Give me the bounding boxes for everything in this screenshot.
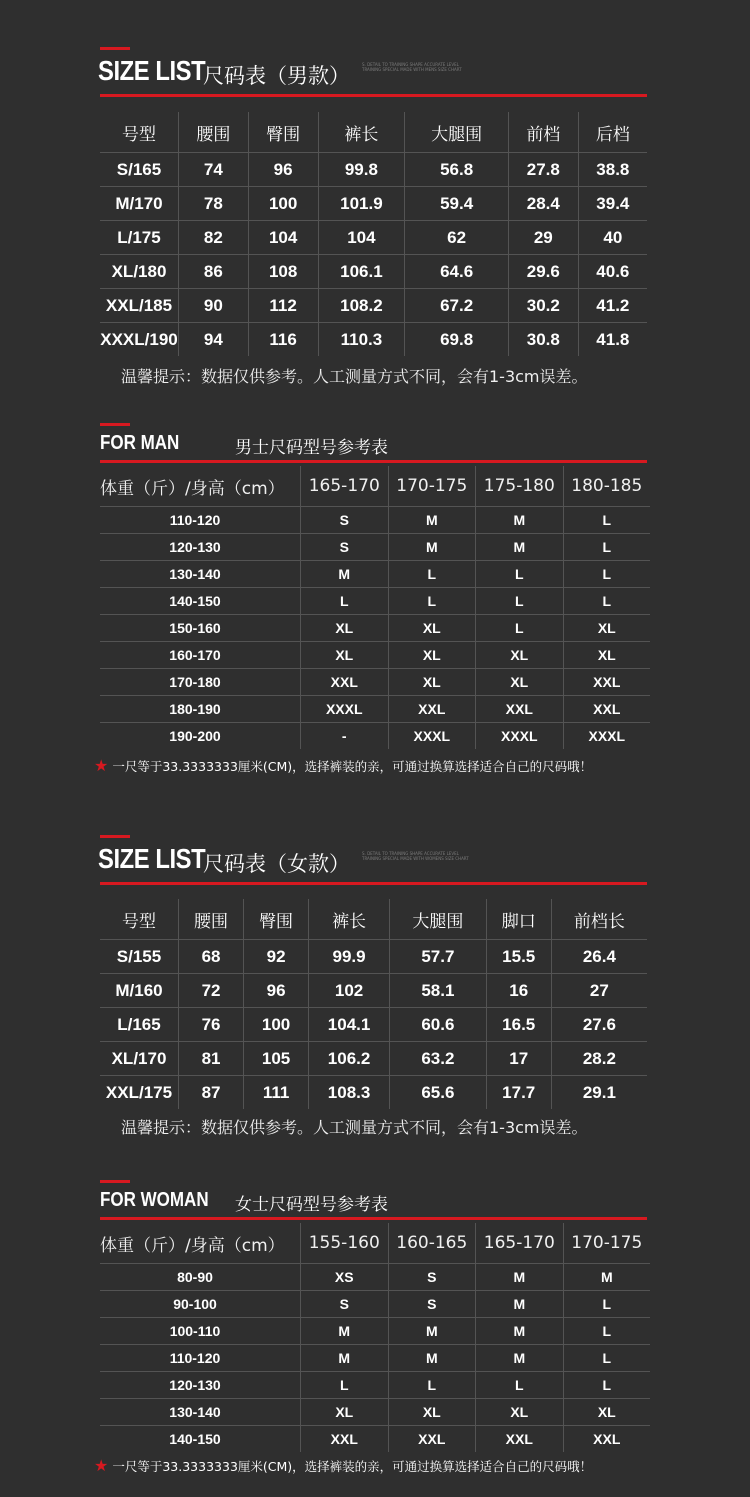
table-cell: L — [476, 588, 564, 615]
table-cell: 100 — [244, 1008, 309, 1042]
table-cell: 106.2 — [309, 1042, 390, 1076]
table-cell: - — [301, 723, 389, 750]
table-cell: 101.9 — [318, 187, 405, 221]
table-cell: XL — [301, 615, 389, 642]
table-cell: M — [476, 1345, 564, 1372]
table-cell: 96 — [244, 974, 309, 1008]
table-cell: XXXL — [388, 723, 476, 750]
table-cell: XL — [301, 1399, 389, 1426]
table-row — [100, 588, 650, 615]
header-cell: 裤长 — [309, 899, 390, 940]
row-label-cell: 170-180 — [100, 669, 301, 696]
header-cell: 号型 — [122, 124, 156, 145]
row-label-cell: 120-130 — [100, 534, 301, 561]
men-ref-note — [94, 756, 592, 775]
row-label-cell: 150-160 — [100, 615, 301, 642]
table-cell: 76 — [179, 1008, 244, 1042]
header-cell: 大腿围 — [390, 899, 487, 940]
men-size-table — [100, 112, 647, 356]
table-cell: 67.2 — [405, 289, 509, 323]
table-cell: 112 — [248, 289, 318, 323]
header-cell: 170-175 — [388, 466, 476, 507]
table-row — [100, 1264, 650, 1291]
table-cell: L — [476, 1372, 564, 1399]
table-cell: M — [388, 1318, 476, 1345]
header-cell: 号型 — [122, 911, 156, 932]
header-cell: 前档 — [508, 112, 578, 153]
men-size-title-en: SIZE LIST — [98, 55, 206, 86]
header-cell: 165-170 — [476, 1223, 564, 1264]
row-label-cell: XL/170 — [100, 1042, 179, 1076]
row-label-cell: M/170 — [100, 187, 179, 221]
table-cell: L — [301, 1372, 389, 1399]
table-cell: XL — [388, 669, 476, 696]
table-cell: 68 — [179, 940, 244, 974]
table-cell: M — [476, 1291, 564, 1318]
table-row — [100, 723, 650, 750]
table-cell: XL — [476, 1399, 564, 1426]
table-row — [100, 1008, 647, 1042]
table-row — [100, 323, 647, 357]
table-cell: XXXL — [476, 723, 564, 750]
table-row — [100, 1399, 650, 1426]
table-cell: XL — [476, 669, 564, 696]
table-cell: XXXL — [563, 723, 650, 750]
table-cell: 41.8 — [578, 323, 647, 357]
table-cell: M — [476, 1318, 564, 1345]
table-cell: 59.4 — [405, 187, 509, 221]
table-cell: 74 — [179, 153, 249, 187]
table-cell: 108.3 — [309, 1076, 390, 1110]
row-label-cell: XXL/185 — [100, 289, 179, 323]
table-cell: L — [388, 588, 476, 615]
table-cell: M — [476, 534, 564, 561]
table-row — [100, 561, 650, 588]
women-ref-note — [94, 1456, 592, 1475]
conversion-note: 一尺等于33.3333333厘米(CM)，选择裤装的亲，可通过换算选择适合自己的尺码哦！ — [112, 1459, 593, 1474]
fine-print: S. DETAIL TO TRAINING SHAPE ACCURATE LEVEL TRAINING SPECIAL MADE WITH WOMENS SIZE CHART — [362, 851, 469, 861]
table-row — [100, 615, 650, 642]
table-cell: 90 — [179, 289, 249, 323]
women-size-title-en: SIZE LIST — [98, 843, 206, 874]
table-cell: 82 — [179, 221, 249, 255]
header-cell: 臀围 — [248, 112, 318, 153]
table-row — [100, 255, 647, 289]
table-cell: 104 — [248, 221, 318, 255]
table-cell: 87 — [179, 1076, 244, 1110]
table-cell: 27 — [551, 974, 647, 1008]
table-cell: 30.2 — [508, 289, 578, 323]
table-cell: 69.8 — [405, 323, 509, 357]
row-label-cell: 110-120 — [100, 1345, 301, 1372]
men-ref-title-en: FOR MAN — [100, 432, 180, 454]
table-cell: L — [388, 1372, 476, 1399]
row-label-cell: 130-140 — [100, 1399, 301, 1426]
table-cell: L — [563, 534, 650, 561]
table-cell: XXXL — [301, 696, 389, 723]
table-cell: M — [301, 1318, 389, 1345]
table-cell: 92 — [244, 940, 309, 974]
table-cell: XL — [563, 1399, 650, 1426]
table-row — [100, 1076, 647, 1110]
table-cell: XL — [388, 642, 476, 669]
table-cell: 104.1 — [309, 1008, 390, 1042]
header-cell: 前档长 — [551, 899, 647, 940]
table-cell: 40 — [578, 221, 647, 255]
table-cell: XL — [301, 642, 389, 669]
table-cell: 29.1 — [551, 1076, 647, 1110]
table-cell: M — [301, 561, 389, 588]
table-cell: 16.5 — [486, 1008, 551, 1042]
row-label-cell: XL/180 — [100, 255, 179, 289]
conversion-note: 一尺等于33.3333333厘米(CM)，选择裤装的亲，可通过换算选择适合自己的尺码哦！ — [112, 759, 593, 774]
table-cell: XL — [388, 615, 476, 642]
table-cell: 28.2 — [551, 1042, 647, 1076]
star-icon: ★ — [94, 756, 109, 775]
row-label-cell: 140-150 — [100, 588, 301, 615]
header-cell: 155-160 — [301, 1223, 389, 1264]
row-label-cell: XXL/175 — [100, 1076, 179, 1110]
table-cell: 99.8 — [318, 153, 405, 187]
table-cell: 108.2 — [318, 289, 405, 323]
table-header-row — [100, 112, 647, 153]
table-cell: L — [476, 615, 564, 642]
row-label-cell: 160-170 — [100, 642, 301, 669]
table-row — [100, 1345, 650, 1372]
table-row — [100, 187, 647, 221]
table-cell: 104 — [318, 221, 405, 255]
table-row — [100, 534, 650, 561]
men-ref-table — [100, 466, 650, 749]
table-cell: 40.6 — [578, 255, 647, 289]
row-label-cell: 100-110 — [100, 1318, 301, 1345]
header-cell: 大腿围 — [405, 112, 509, 153]
table-row — [100, 974, 647, 1008]
table-cell: 96 — [248, 153, 318, 187]
table-row — [100, 696, 650, 723]
table-cell: XXL — [301, 1426, 389, 1453]
header-cell: 体重（斤）/身高（cm） — [100, 478, 285, 499]
table-cell: 17.7 — [486, 1076, 551, 1110]
red-accent-tick — [100, 47, 130, 50]
table-cell: 108 — [248, 255, 318, 289]
row-label-cell: 140-150 — [100, 1426, 301, 1453]
header-cell: 体重（斤）/身高（cm） — [100, 1235, 285, 1256]
table-cell: 110.3 — [318, 323, 405, 357]
table-cell: 16 — [486, 974, 551, 1008]
table-cell: 105 — [244, 1042, 309, 1076]
table-row — [100, 507, 650, 534]
header-cell: 175-180 — [476, 466, 564, 507]
row-label-cell: S/165 — [100, 153, 179, 187]
table-cell: L — [301, 588, 389, 615]
header-cell: 170-175 — [563, 1223, 650, 1264]
header-cell: 臀围 — [244, 899, 309, 940]
table-row — [100, 221, 647, 255]
table-cell: L — [388, 561, 476, 588]
table-cell: 64.6 — [405, 255, 509, 289]
table-cell: XL — [388, 1399, 476, 1426]
table-row — [100, 153, 647, 187]
header-cell: 脚口 — [486, 899, 551, 940]
header-cell: 165-170 — [301, 466, 389, 507]
men-size-note: 温馨提示：数据仅供参考。人工测量方式不同，会有1-3cm误差。 — [121, 367, 588, 386]
row-label-cell: XXXL/190 — [100, 323, 179, 357]
table-cell: XXL — [563, 696, 650, 723]
table-cell: L — [563, 561, 650, 588]
women-size-title-cn: 尺码表（女款） — [203, 852, 350, 876]
table-cell: 27.6 — [551, 1008, 647, 1042]
table-cell: 15.5 — [486, 940, 551, 974]
header-cell: 160-165 — [388, 1223, 476, 1264]
table-cell: 72 — [179, 974, 244, 1008]
table-cell: XXL — [476, 696, 564, 723]
row-label-cell: 90-100 — [100, 1291, 301, 1318]
table-row — [100, 1372, 650, 1399]
row-label-cell: M/160 — [100, 974, 179, 1008]
table-cell: 38.8 — [578, 153, 647, 187]
table-row — [100, 1042, 647, 1076]
table-cell: L — [563, 1345, 650, 1372]
table-cell: 106.1 — [318, 255, 405, 289]
table-cell: XL — [476, 642, 564, 669]
table-cell: S — [301, 507, 389, 534]
table-cell: 86 — [179, 255, 249, 289]
men-ref-title-cn: 男士尺码型号参考表 — [235, 438, 388, 458]
table-cell: XL — [563, 642, 650, 669]
table-header-row — [100, 899, 647, 940]
star-icon: ★ — [94, 1456, 109, 1475]
table-cell: 62 — [405, 221, 509, 255]
table-cell: 28.4 — [508, 187, 578, 221]
table-cell: 63.2 — [390, 1042, 487, 1076]
table-cell: M — [301, 1345, 389, 1372]
table-cell: 29 — [508, 221, 578, 255]
header-cell: 180-185 — [563, 466, 650, 507]
red-accent-tick — [100, 835, 130, 838]
table-cell: 60.6 — [390, 1008, 487, 1042]
table-cell: 94 — [179, 323, 249, 357]
row-label-cell: 120-130 — [100, 1372, 301, 1399]
table-cell: S — [301, 534, 389, 561]
table-row — [100, 289, 647, 323]
women-size-table — [100, 899, 647, 1109]
red-divider — [100, 1217, 647, 1220]
row-label-cell: 130-140 — [100, 561, 301, 588]
table-cell: S — [388, 1291, 476, 1318]
table-cell: XS — [301, 1264, 389, 1291]
table-row — [100, 669, 650, 696]
table-cell: 78 — [179, 187, 249, 221]
table-cell: 81 — [179, 1042, 244, 1076]
table-cell: 30.8 — [508, 323, 578, 357]
women-ref-title-en: FOR WOMAN — [100, 1189, 209, 1211]
table-cell: 65.6 — [390, 1076, 487, 1110]
table-cell: M — [563, 1264, 650, 1291]
women-ref-table — [100, 1223, 650, 1452]
row-label-cell: L/165 — [100, 1008, 179, 1042]
row-label-cell: S/155 — [100, 940, 179, 974]
table-cell: 116 — [248, 323, 318, 357]
table-cell: 58.1 — [390, 974, 487, 1008]
table-cell: XXL — [388, 696, 476, 723]
row-label-cell: 180-190 — [100, 696, 301, 723]
table-cell: 57.7 — [390, 940, 487, 974]
table-cell: 26.4 — [551, 940, 647, 974]
table-row — [100, 940, 647, 974]
table-row — [100, 1426, 650, 1453]
table-cell: XXL — [476, 1426, 564, 1453]
red-divider — [100, 94, 647, 97]
table-cell: L — [563, 507, 650, 534]
fine-print: S. DETAIL TO TRAINING SHAPE ACCURATE LEVEL TRAINING SPECIAL MADE WITH MENS SIZE CHART — [362, 62, 462, 72]
table-cell: 41.2 — [578, 289, 647, 323]
table-cell: XXL — [563, 1426, 650, 1453]
women-ref-title-cn: 女士尺码型号参考表 — [235, 1195, 388, 1215]
red-divider — [100, 460, 647, 463]
table-cell: 102 — [309, 974, 390, 1008]
table-cell: 17 — [486, 1042, 551, 1076]
table-cell: M — [476, 1264, 564, 1291]
table-cell: XXL — [388, 1426, 476, 1453]
women-size-note: 温馨提示：数据仅供参考。人工测量方式不同，会有1-3cm误差。 — [121, 1118, 588, 1137]
red-accent-tick — [100, 423, 130, 426]
header-cell: 裤长 — [318, 112, 405, 153]
table-cell: 39.4 — [578, 187, 647, 221]
red-divider — [100, 882, 647, 885]
header-cell: 后档 — [578, 112, 647, 153]
table-cell: L — [476, 561, 564, 588]
table-cell: L — [563, 1372, 650, 1399]
table-row — [100, 1318, 650, 1345]
table-cell: XL — [563, 615, 650, 642]
table-cell: M — [388, 507, 476, 534]
table-cell: 100 — [248, 187, 318, 221]
table-cell: M — [476, 507, 564, 534]
table-cell: 99.9 — [309, 940, 390, 974]
table-cell: 111 — [244, 1076, 309, 1110]
table-cell: L — [563, 588, 650, 615]
table-cell: XXL — [563, 669, 650, 696]
table-cell: 27.8 — [508, 153, 578, 187]
table-cell: M — [388, 1345, 476, 1372]
row-label-cell: 190-200 — [100, 723, 301, 750]
table-row — [100, 642, 650, 669]
table-cell: XXL — [301, 669, 389, 696]
header-cell: 腰围 — [179, 112, 249, 153]
table-cell: S — [301, 1291, 389, 1318]
table-cell: M — [388, 534, 476, 561]
table-cell: S — [388, 1264, 476, 1291]
men-size-title-cn: 尺码表（男款） — [203, 64, 350, 88]
row-label-cell: L/175 — [100, 221, 179, 255]
table-header-row — [100, 1223, 650, 1264]
table-cell: 56.8 — [405, 153, 509, 187]
table-header-row — [100, 466, 650, 507]
row-label-cell: 110-120 — [100, 507, 301, 534]
header-cell: 腰围 — [179, 899, 244, 940]
table-cell: 29.6 — [508, 255, 578, 289]
row-label-cell: 80-90 — [100, 1264, 301, 1291]
red-accent-tick — [100, 1180, 130, 1183]
table-cell: L — [563, 1318, 650, 1345]
table-cell: L — [563, 1291, 650, 1318]
table-row — [100, 1291, 650, 1318]
